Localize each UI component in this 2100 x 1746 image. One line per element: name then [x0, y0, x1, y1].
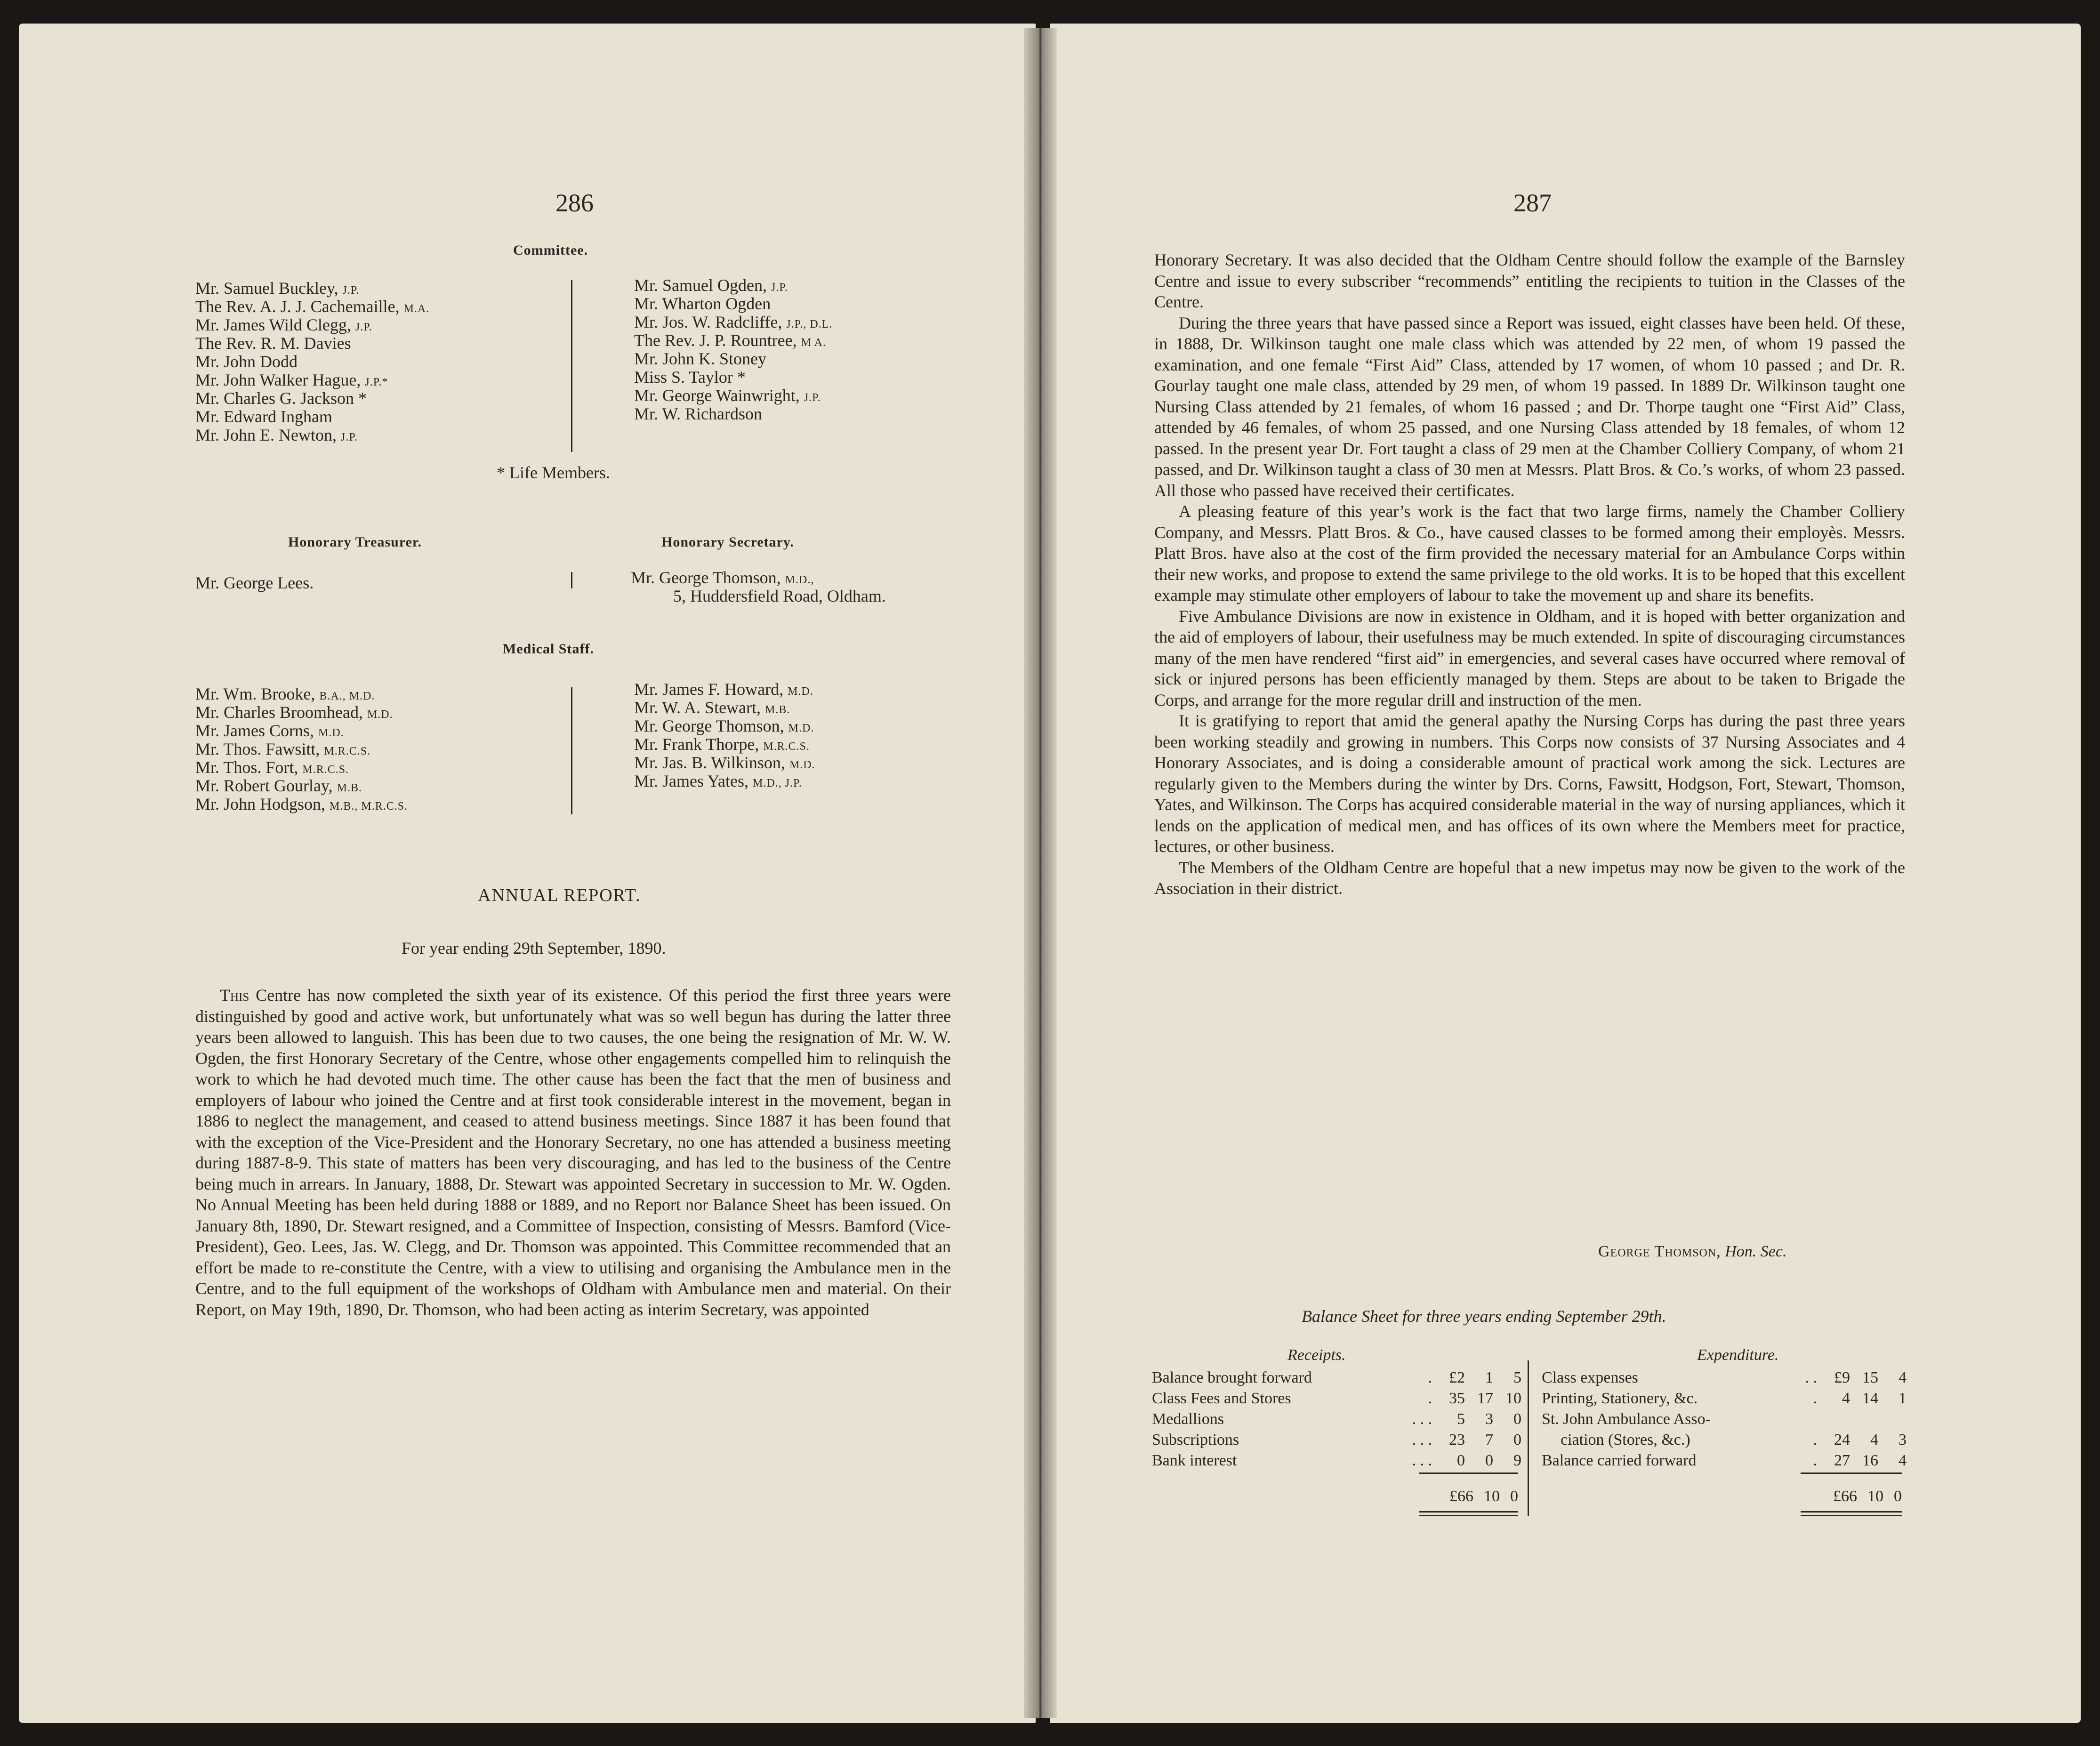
pounds: 4: [1842, 1390, 1850, 1407]
expenditure-total-pence: 0: [1894, 1488, 1902, 1505]
member-name: Mr. W. Richardson: [634, 404, 763, 423]
medical-staff-member-item: [195, 740, 408, 758]
report-first-word: This: [220, 986, 249, 1005]
medical-staff-heading: Medical Staff.: [503, 641, 594, 657]
member-qualification: M.D.: [788, 722, 814, 734]
member-qualification: J.P.: [771, 282, 789, 294]
pounds: £2: [1449, 1369, 1465, 1386]
pounds: 0: [1457, 1452, 1465, 1469]
medical-staff-member-item: [634, 680, 815, 699]
receipts-total-shillings: 10: [1484, 1488, 1500, 1505]
receipt-row: [1152, 1430, 1521, 1450]
member-name: Mr. Robert Gourlay,: [195, 776, 333, 795]
member-name: Mr. John Walker Hague,: [195, 370, 361, 389]
book-gutter: [1024, 28, 1057, 1718]
committee-member-item: [634, 313, 832, 331]
shillings: [1850, 1409, 1878, 1430]
shillings: 1: [1485, 1369, 1493, 1386]
shillings: 15: [1862, 1369, 1878, 1386]
pounds: [1817, 1409, 1850, 1430]
leader-dots: . . .: [1412, 1410, 1432, 1428]
left-page: [19, 24, 1036, 1723]
pence: 3: [1899, 1431, 1907, 1448]
shillings: 3: [1485, 1410, 1493, 1428]
row-label: Class expenses: [1542, 1369, 1638, 1386]
row-label: Printing, Stationery, &c.: [1542, 1390, 1698, 1407]
leader-dots: .: [1813, 1390, 1817, 1407]
shillings: 14: [1862, 1390, 1878, 1407]
expenditure-total: [1801, 1488, 1902, 1505]
member-qualification: M.D.: [789, 759, 815, 771]
member-name: Mr. Wharton Ogden: [634, 294, 771, 313]
committee-member-item: [195, 298, 429, 316]
committee-member-item: [195, 279, 429, 298]
pence: 0: [1513, 1431, 1521, 1448]
report-title: ANNUAL REPORT.: [478, 885, 641, 905]
medical-staff-member-item: [634, 699, 815, 717]
expenditure-row: [1542, 1368, 1907, 1388]
committee-member-item: [195, 426, 429, 444]
member-qualification: B.A., M.D.: [319, 690, 375, 702]
member-qualification: J.P.: [804, 392, 821, 404]
pounds: £9: [1834, 1369, 1850, 1386]
member-qualification: M.D.: [367, 708, 393, 721]
leader-dots: . . .: [1412, 1452, 1432, 1469]
medical-staff-member-item: [195, 758, 408, 777]
pounds: 35: [1449, 1390, 1465, 1407]
signature-name: George Thomson,: [1598, 1243, 1721, 1260]
secretary-heading: Honorary Secretary.: [661, 534, 794, 550]
member-qualification: M.D.: [318, 727, 344, 739]
report-body: [195, 985, 951, 1320]
leader-dots: .: [1813, 1452, 1817, 1469]
member-name: Mr. Wm. Brooke,: [195, 684, 315, 703]
member-qualification: M A.: [801, 337, 826, 349]
report-body-text: Centre has now completed the sixth year of its existence. Of this period the first three years were distinguished by good and active work, but unfortunately what was so well begun has during the latter three years been allowed to languish. This has been due to two causes, the one being the resignation of Mr. W. W. Ogden, the first Honorary Secretary of the Centre, whose other engagements compelled him to relinquish the work to which he had devoted much time. The other cause has been the fact that the men of business and employers of labour who joined the Centre and at first took considerable interest in the movement, began in 1886 to neglect the management, and ceased to attend business meetings. Since 1887 it has been found that with the exception of the Vice-President and the Honorary Secretary, no one has attended a business meeting during 1887-8-9. This state of matters has been very discouraging, and has led to the business of the Centre being much in arrears. In January, 1888, Dr. Stewart was appointed Secretary in succession to Mr. W. Ogden. No Annual Meeting has been held during 1888 or 1889, and no Report nor Balance Sheet has been issued. On January 8th, 1890, Dr. Stewart resigned, and a Committee of Inspection, consisting of Messrs. Bamford (Vice-President), Geo. Lees, Jas. W. Clegg, and Dr. Thomson was appointed. This Committee recommended that an effort be made to re-constitute the Centre, with a view to utilising and organising the Ambulance men in the Centre, and to the full equipment of the workshops of Oldham with Ambulance men and material. On their Report, on May 19th, 1890, Dr. Thomson, who had been acting as interim Secretary, was appointed: [195, 986, 951, 1319]
medical-staff-member-item: [195, 722, 408, 740]
medical-staff-member-item: [195, 685, 408, 703]
member-name: Mr. Samuel Buckley,: [195, 279, 338, 298]
row-label: Medallions: [1152, 1410, 1224, 1428]
medical-column-1: [195, 685, 408, 813]
expenditure-double-rule-1: [1801, 1511, 1902, 1513]
receipts-total-rule: [1419, 1472, 1518, 1474]
pence: 9: [1513, 1452, 1521, 1469]
member-name: The Rev. A. J. J. Cachemaille,: [195, 297, 400, 316]
member-name: The Rev. R. M. Davies: [195, 334, 351, 353]
committee-member-item: [195, 408, 429, 426]
member-qualification: M.B., M.R.C.S.: [330, 800, 408, 813]
shillings: 17: [1477, 1390, 1493, 1407]
pence: 5: [1513, 1369, 1521, 1386]
member-name: Mr. John Dodd: [195, 352, 298, 371]
medical-staff-member-item: [634, 772, 815, 790]
member-qualification: J.P.: [341, 431, 358, 443]
medical-staff-member-item: [195, 703, 408, 722]
treasurer-name: Mr. George Lees.: [195, 573, 314, 592]
balance-sheet-title: Balance Sheet for three years ending September 29th.: [1302, 1307, 1666, 1326]
receipts-total: [1419, 1488, 1518, 1505]
row-label: Balance carried forward: [1542, 1452, 1697, 1469]
member-qualification: M.A.: [403, 303, 430, 315]
pounds: 27: [1834, 1452, 1850, 1469]
member-qualification: J.P.*: [365, 376, 388, 388]
member-name: Mr. Jas. B. Wilkinson,: [634, 753, 785, 772]
member-name: Mr. Frank Thorpe,: [634, 735, 759, 754]
receipt-row: [1152, 1388, 1521, 1409]
committee-heading: Committee.: [513, 242, 588, 258]
member-name: Mr. James Yates,: [634, 772, 749, 790]
member-qualification: M.B.: [337, 782, 362, 794]
committee-member-item: [634, 368, 832, 386]
member-name: Mr. Charles G. Jackson *: [195, 389, 367, 408]
medical-staff-member-item: [195, 777, 408, 795]
medical-staff-member-item: [634, 754, 815, 772]
balance-divider: [1528, 1360, 1529, 1516]
member-name: Mr. George Wainwright,: [634, 386, 800, 405]
committee-member-item: [634, 350, 832, 368]
expenditure-total-shillings: 10: [1867, 1488, 1883, 1505]
expenditure-total-pounds: £66: [1833, 1488, 1857, 1505]
member-name: Mr. James Wild Clegg,: [195, 315, 351, 334]
member-qualification: M.D.: [788, 685, 813, 698]
leader-dots: . . .: [1412, 1431, 1432, 1448]
secretary-block: [631, 569, 886, 605]
member-name: Miss S. Taylor *: [634, 368, 746, 386]
report-paragraph: Five Ambulance Divisions are now in existence in Oldham, and it is hoped with better organization and the aid of employers of labour, their usefulness may be much extended. In spite of discouraging circumstances many of the men have rendered “first aid” in emergencies, and several cases have occurred where removal of sick or injured persons has been efficiently managed by them. Steps are about to be taken to Brigade the Corps, and arrange for the more regular drill and instruction of the men.: [1154, 606, 1905, 709]
committee-member-item: [195, 353, 429, 371]
member-qualification: M.B.: [765, 704, 790, 716]
medical-staff-member-item: [634, 717, 815, 735]
officers-divider: [571, 572, 572, 588]
report-paragraph: During the three years that have passed since a Report was issued, eight classes have been held. Of these, in 1888, Dr. Wilkinson taught one male class which was attended by 22 men, of whom 19 passed the examination, and one female “First Aid” Class, attended by 17 women, of whom 10 passed ; and Dr. R. Gourlay taught one male class, attended by 29 men, of whom 19 passed. In 1889 Dr. Wilkinson taught one Nursing Class attended by 21 females, of whom 16 passed ; and Dr. Thorpe taught one “First Aid” Class, attended by 46 females, of whom 25 passed, and one Nursing Class attended by 18 females, of whom 12 passed. In the present year Dr. Fort taught a class of 29 men at the Chamber Colliery Company, of whom 21 passed, and Dr. Wilkinson taught a class of 30 men at Messrs. Platt Bros. & Co.’s works, of whom 23 passed. All those who passed have received their certificates.: [1154, 313, 1905, 500]
row-label: Subscriptions: [1152, 1431, 1239, 1448]
committee-column-1: [195, 279, 429, 444]
member-name: The Rev. J. P. Rountree,: [634, 331, 797, 350]
member-name: Mr. John K. Stoney: [634, 349, 767, 368]
signature-title: Hon. Sec.: [1725, 1243, 1787, 1260]
member-name: Mr. James F. Howard,: [634, 680, 784, 699]
member-name: Mr. Thos. Fawsitt,: [195, 740, 320, 758]
shillings: 4: [1870, 1431, 1878, 1448]
pence: 1: [1899, 1390, 1907, 1407]
row-label: Bank interest: [1152, 1452, 1237, 1469]
committee-member-item: [634, 295, 832, 313]
signature: [1598, 1243, 1786, 1261]
page-number-right: 287: [1513, 189, 1552, 217]
pence: 10: [1505, 1390, 1521, 1407]
committee-member-item: [634, 276, 832, 295]
receipt-row: [1152, 1450, 1521, 1471]
pence: 0: [1513, 1410, 1521, 1428]
life-members-note: * Life Members.: [497, 463, 610, 482]
report-paragraph: A pleasing feature of this year’s work is the fact that two large firms, namely the Chamber Colliery Company, and Messrs. Platt Bros. & Co., have caused classes to be formed among their employès. Messrs. Platt Bros. have also at the cost of the firm provided the necessary material for an Ambulance Corps within their new works, and propose to extend the same privilege to the old works. It is to be hoped that this excellent example may stimulate other employers of labour to take the movement up and share its benefits.: [1154, 502, 1905, 604]
receipts-total-pence: 0: [1510, 1488, 1518, 1505]
member-name: Mr. W. A. Stewart,: [634, 698, 761, 717]
member-qualification: M.D., J.P.: [753, 777, 802, 789]
receipts-heading: Receipts.: [1287, 1346, 1346, 1364]
expenditure-row: [1542, 1450, 1907, 1471]
row-label: Balance brought forward: [1152, 1369, 1312, 1386]
medical-staff-member-item: [634, 735, 815, 754]
pounds: 23: [1449, 1431, 1465, 1448]
receipts-double-rule-2: [1419, 1515, 1518, 1516]
member-qualification: J.P.: [355, 321, 372, 333]
committee-divider: [571, 280, 572, 452]
member-name: Mr. James Corns,: [195, 721, 314, 740]
pence: [1878, 1409, 1907, 1430]
medical-divider: [571, 687, 572, 814]
member-qualification: M.R.C.S.: [302, 764, 349, 776]
row-label: Class Fees and Stores: [1152, 1390, 1291, 1407]
expenditure-row: [1542, 1409, 1907, 1430]
receipts-double-rule-1: [1419, 1511, 1518, 1513]
committee-member-item: [195, 316, 429, 334]
shillings: 7: [1485, 1431, 1493, 1448]
committee-member-item: [634, 386, 832, 405]
member-qualification: M.R.C.S.: [324, 745, 371, 757]
report-paragraph: The Members of the Oldham Centre are hopeful that a new impetus may now be given to the work of the Association in their district.: [1154, 858, 1905, 898]
member-name: Mr. Charles Broomhead,: [195, 703, 363, 722]
committee-member-item: [195, 371, 429, 389]
leader-dots: . .: [1805, 1369, 1817, 1386]
report-subtitle: For year ending 29th September, 1890.: [402, 939, 666, 957]
leader-dots: .: [1813, 1431, 1817, 1448]
report-continuation: [1154, 249, 1905, 899]
medical-column-2: [634, 680, 815, 790]
report-paragraph: It is gratifying to report that amid the general apathy the Nursing Corps has during the past three years been working steadily and growing in numbers. This Corps now consists of 37 Nursing Associates and 4 Honorary Associates, and is doing a considerable amount of practical work among the sick. Lectures are regularly given to the Members during the winter by Drs. Corns, Fawsitt, Hodgson, Fort, Stewart, Thomson, Yates, and Wilkinson. The Corps has acquired considerable material in the way of nursing appliances, which it lends on the application of medical men, and has offices of its own where the Members meet for practice, lectures, or other business.: [1154, 711, 1905, 856]
member-qualification: J.P.: [342, 284, 360, 297]
row-label: St. John Ambulance Asso-: [1542, 1410, 1711, 1428]
member-name: Mr. John E. Newton,: [195, 426, 337, 444]
committee-member-item: [634, 331, 832, 350]
pence: 4: [1899, 1452, 1907, 1469]
shillings: 16: [1862, 1452, 1878, 1469]
committee-member-item: [195, 389, 429, 408]
member-name: Mr. Jos. W. Radcliffe,: [634, 313, 782, 331]
committee-member-item: [634, 405, 832, 423]
expenditure-row: [1542, 1430, 1907, 1450]
leader-dots: .: [1428, 1390, 1432, 1407]
shillings: 0: [1485, 1452, 1493, 1469]
member-qualification: M.R.C.S.: [763, 740, 810, 753]
committee-member-item: [195, 334, 429, 353]
member-name: Mr. Thos. Fort,: [195, 758, 298, 777]
expenditure-double-rule-2: [1801, 1515, 1902, 1516]
page-number-left: 286: [555, 189, 594, 217]
leader-dots: [1799, 1409, 1817, 1430]
receipt-row: [1152, 1409, 1521, 1430]
receipts-table: [1152, 1368, 1521, 1471]
member-name: Mr. John Hodgson,: [195, 795, 326, 813]
receipts-total-pounds: £66: [1449, 1488, 1473, 1505]
secretary-address: 5, Huddersfield Road, Oldham.: [673, 587, 886, 605]
member-name: Mr. Edward Ingham: [195, 407, 332, 426]
secretary-name: Mr. George Thomson,: [631, 568, 781, 587]
treasurer-heading: Honorary Treasurer.: [288, 534, 422, 550]
report-paragraph: Honorary Secretary. It was also decided that the Oldham Centre should follow the example of the Barnsley Centre and issue to every subscriber “recommends” entitling the recipients to tuition in the Classes of the Centre.: [1154, 250, 1905, 311]
member-name: Mr. George Thomson,: [634, 716, 784, 735]
receipt-row: [1152, 1368, 1521, 1388]
secretary-degree: M.D.,: [785, 574, 814, 586]
committee-column-2: [634, 276, 832, 423]
pounds: 5: [1457, 1410, 1465, 1428]
pence: 4: [1899, 1369, 1907, 1386]
expenditure-heading: Expenditure.: [1697, 1346, 1779, 1364]
leader-dots: .: [1428, 1369, 1432, 1386]
pounds: 24: [1834, 1431, 1850, 1448]
expenditure-total-rule: [1801, 1472, 1902, 1474]
medical-staff-member-item: [195, 795, 408, 813]
member-qualification: J.P., D.L.: [786, 318, 833, 330]
row-label: ciation (Stores, &c.): [1561, 1431, 1690, 1448]
expenditure-table: [1542, 1368, 1907, 1471]
expenditure-row: [1542, 1388, 1907, 1409]
member-name: Mr. Samuel Ogden,: [634, 276, 767, 295]
